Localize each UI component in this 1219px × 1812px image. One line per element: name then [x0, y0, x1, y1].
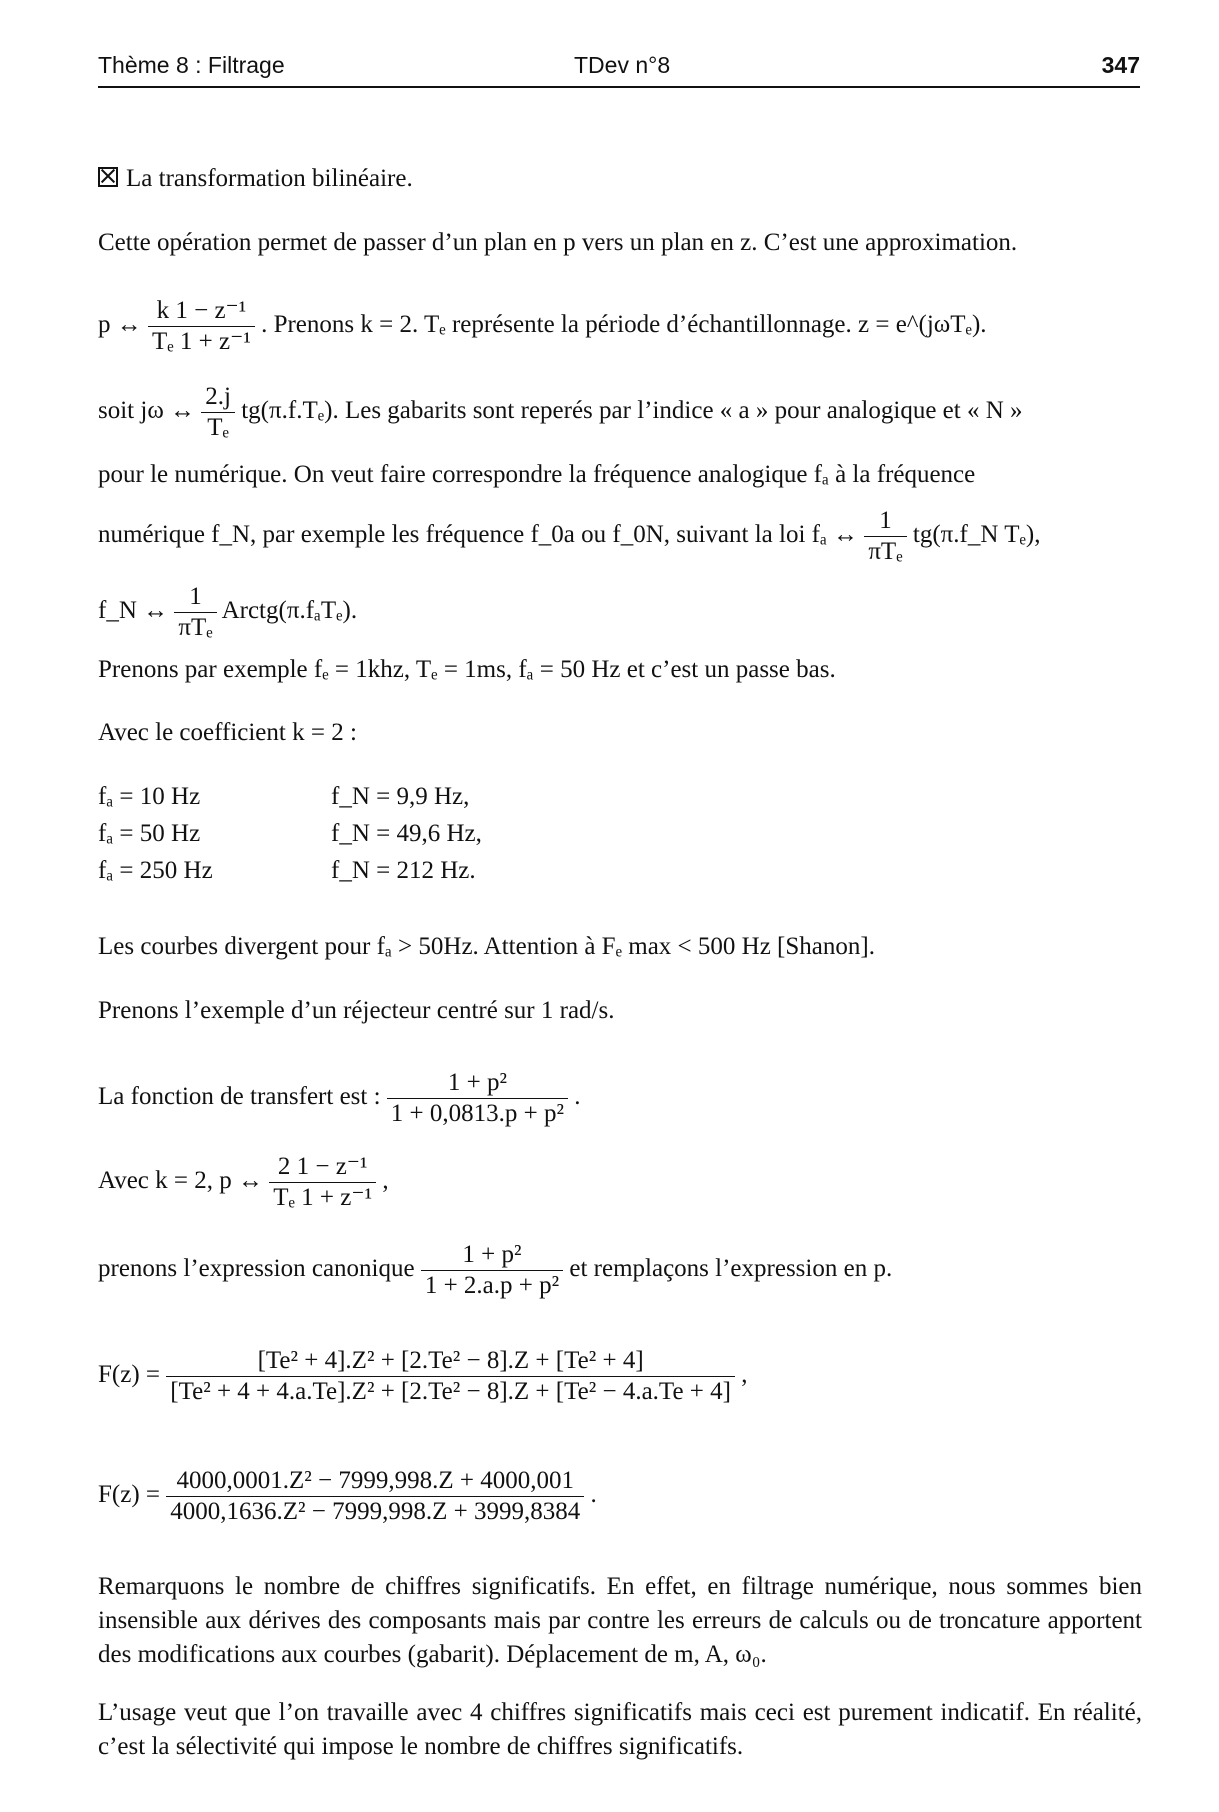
equation-bilinear	[98, 296, 987, 357]
equation-text: et remplaçons l’expression en p.	[569, 1255, 893, 1283]
numerator: 1 + p²	[462, 1241, 522, 1268]
fraction	[201, 382, 235, 443]
equation-fz-numeric	[98, 1466, 597, 1527]
coefficient-line: Avec le coefficient k = 2 :	[98, 719, 357, 746]
numeric-frequency: f_N = 49,6 Hz,	[331, 819, 482, 847]
equation-text: tg(π.f_N Tₑ),	[912, 521, 1041, 549]
numeric-frequency: f_N = 212 Hz.	[331, 856, 476, 884]
equation-text: ,	[741, 1361, 748, 1389]
frequency-table	[98, 778, 482, 889]
denominator: Tₑ	[201, 412, 235, 443]
equation-fz-general	[98, 1346, 747, 1407]
equation-text: .	[590, 1481, 597, 1509]
equation-canonique	[98, 1240, 892, 1301]
numerator: 1	[189, 583, 202, 610]
page-number: 347	[1101, 52, 1140, 78]
equation-text: Arctg(π.fₐTₑ).	[221, 597, 358, 625]
numerator: k 1 − z⁻¹	[156, 297, 247, 324]
denominator: Tₑ 1 + z⁻¹	[148, 326, 255, 357]
equation-lhs: F(z) =	[98, 1361, 160, 1389]
denominator: πTₑ	[174, 612, 216, 643]
equation-lhs: F(z) =	[98, 1481, 160, 1509]
fraction	[166, 1466, 584, 1527]
equation-text: .	[574, 1083, 581, 1111]
denominator: 1 + 2.a.p + p²	[421, 1270, 563, 1301]
table-row	[98, 778, 482, 815]
numeric-frequency: f_N = 9,9 Hz,	[331, 782, 470, 810]
fraction	[269, 1152, 376, 1213]
fraction	[166, 1346, 735, 1407]
analog-frequency: fₐ = 250 Hz	[98, 856, 213, 884]
equation-text: . Prenons k = 2. Tₑ représente la période d’échantillonnage. z = e^(jωTₑ).	[261, 311, 987, 339]
page-header	[98, 50, 1140, 88]
equation-fn	[98, 582, 357, 643]
fraction	[387, 1068, 568, 1129]
equation-text: tg(π.f.Tₑ). Les gabarits sont reperés par l’indice « a » pour analogique et « N »	[241, 397, 1023, 425]
usage-paragraph: L’usage veut que l’on travaille avec 4 chiffres significatifs mais ceci est purement indicatif. En réalité, c’est la sélectivité qui impose le nombre de chiffres significatifs.	[98, 1699, 1142, 1760]
equation-lhs: f_N ↔	[98, 597, 169, 625]
table-row	[98, 852, 482, 889]
section-title: La transformation bilinéaire.	[126, 165, 413, 192]
numerator: 1	[879, 507, 892, 534]
equation-lhs: prenons l’expression canonique	[98, 1255, 415, 1283]
numerator: 4000,0001.Z² − 7999,998.Z + 4000,001	[176, 1467, 574, 1494]
fraction	[148, 296, 255, 357]
analog-frequency: fₐ = 50 Hz	[98, 819, 201, 847]
equation-lhs: soit jω ↔	[98, 397, 196, 425]
equation-text: ,	[382, 1167, 389, 1195]
section-heading	[98, 164, 413, 194]
numerator: 2 1 − z⁻¹	[277, 1153, 368, 1180]
equation-lhs: p ↔	[98, 311, 142, 339]
checkbox-icon	[98, 167, 118, 187]
fraction	[174, 582, 216, 643]
denominator: πTₑ	[864, 536, 906, 567]
exercise-title: TDev n°8	[574, 52, 671, 78]
fraction	[421, 1240, 563, 1301]
numerator: 1 + p²	[447, 1069, 507, 1096]
diverge-line: Les courbes divergent pour fₐ > 50Hz. Attention à Fₑ max < 500 Hz [Shanon].	[98, 933, 875, 960]
equation-fa	[98, 506, 1040, 567]
intro-line: Cette opération permet de passer d’un plan en p vers un plan en z. C’est une approximation.	[98, 229, 1018, 256]
denominator: 4000,1636.Z² − 7999,998.Z + 3999,8384	[166, 1496, 584, 1527]
equation-transfert	[98, 1068, 581, 1129]
numerator: [Te² + 4].Z² + [2.Te² − 8].Z + [Te² + 4]	[257, 1347, 644, 1374]
equation-avec	[98, 1152, 389, 1213]
denominator: [Te² + 4 + 4.a.Te].Z² + [2.Te² − 8].Z + [Te² − 4.a.Te + 4]	[166, 1376, 735, 1407]
example-line: Prenons par exemple fₑ = 1khz, Tₑ = 1ms, fₐ = 50 Hz et c’est un passe bas.	[98, 656, 836, 683]
fraction	[864, 506, 906, 567]
denominator: Tₑ 1 + z⁻¹	[269, 1182, 376, 1213]
chapter-title: Thème 8 : Filtrage	[98, 52, 285, 78]
equation-jw	[98, 382, 1023, 443]
equation-lhs: La fonction de transfert est :	[98, 1083, 381, 1111]
numerique-line: pour le numérique. On veut faire correspondre la fréquence analogique fₐ à la fréquence	[98, 461, 976, 488]
equation-lhs: Avec k = 2, p ↔	[98, 1167, 263, 1195]
table-row	[98, 815, 482, 852]
denominator: 1 + 0,0813.p + p²	[387, 1098, 568, 1129]
remarque-paragraph: Remarquons le nombre de chiffres significatifs. En effet, en filtrage numérique, nous sommes bien insensible aux dérives des composants mais par contre les erreurs de calculs ou de troncature apportent des modifications aux courbes (gabarit). Déplacement de m, A, ω₀.	[98, 1573, 1142, 1668]
equation-lhs: numérique f_N, par exemple les fréquence f_0a ou f_0N, suivant la loi fₐ ↔	[98, 521, 859, 549]
analog-frequency: fₐ = 10 Hz	[98, 782, 201, 810]
rejecteur-line: Prenons l’exemple d’un réjecteur centré sur 1 rad/s.	[98, 997, 615, 1024]
numerator: 2.j	[205, 383, 231, 410]
